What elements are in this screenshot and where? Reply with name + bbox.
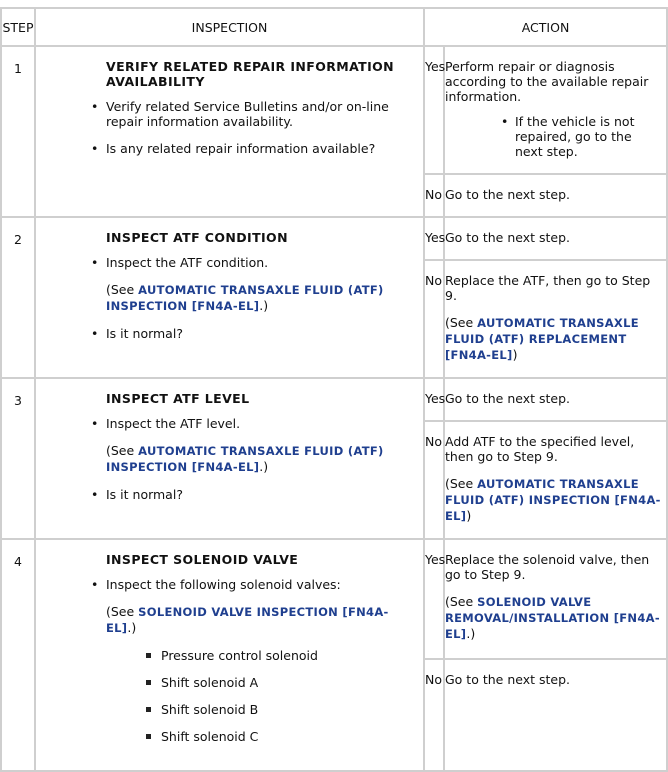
- inspection-title: VERIFY RELATED REPAIR INFORMATION AVAILABILITY: [106, 59, 395, 89]
- table-row: [1, 539, 667, 659]
- list-item: Shift solenoid B: [161, 702, 411, 717]
- list-item: [106, 255, 411, 314]
- bullet-list: [106, 577, 411, 636]
- action-text: Replace the ATF, then go to Step 9.: [445, 273, 651, 303]
- bullet-text: • Inspect the ATF condition.: [106, 255, 269, 270]
- list-item: • Is it normal?: [106, 326, 411, 341]
- action-cell: [444, 421, 667, 539]
- header-inspection: INSPECTION: [35, 8, 424, 46]
- action-text: Go to the next step.: [444, 378, 667, 421]
- bullet-list: [106, 99, 411, 156]
- bullet-list: [106, 255, 411, 341]
- list-item: • Verify related Service Bulletins and/or on-line repair information availability.: [106, 99, 411, 129]
- reference-link[interactable]: AUTOMATIC TRANSAXLE FLUID (ATF) INSPECTION [FN4A-EL]: [106, 444, 384, 474]
- table-row: [1, 217, 667, 260]
- action-cell: [444, 46, 667, 174]
- header-row: [1, 8, 667, 46]
- yes-label: Yes: [424, 217, 444, 260]
- no-label: No: [424, 421, 444, 539]
- reference: (See AUTOMATIC TRANSAXLE FLUID (ATF) INSPECTION [FN4A-EL]): [445, 476, 661, 523]
- header-step: STEP: [1, 8, 35, 46]
- inspection-title: INSPECT SOLENOID VALVE: [106, 552, 299, 567]
- yes-label: Yes: [424, 378, 444, 421]
- no-label: No: [424, 659, 444, 771]
- reference: (See SOLENOID VALVE REMOVAL/INSTALLATION [FN4A-EL].): [445, 594, 660, 641]
- reference-link[interactable]: SOLENOID VALVE REMOVAL/INSTALLATION [FN4A-EL]: [445, 595, 660, 641]
- reference-link[interactable]: AUTOMATIC TRANSAXLE FLUID (ATF) REPLACEMENT [FN4A-EL]: [445, 316, 639, 362]
- inspection-cell: [35, 378, 424, 539]
- action-cell: [444, 539, 667, 659]
- reference: (See SOLENOID VALVE INSPECTION [FN4A-EL].): [106, 604, 389, 635]
- list-item: • Is any related repair information available?: [106, 141, 411, 156]
- bullet-list: [106, 416, 411, 502]
- yes-label: Yes: [424, 539, 444, 659]
- sub-list: [515, 114, 662, 159]
- list-item: • If the vehicle is not repaired, go to the next step.: [515, 114, 662, 159]
- bullet-text: • Inspect the following solenoid valves:: [106, 577, 341, 592]
- reference-link[interactable]: SOLENOID VALVE INSPECTION [FN4A-EL]: [106, 605, 389, 635]
- step-number: 4: [1, 539, 35, 771]
- list-item: Shift solenoid C: [161, 729, 411, 744]
- list-item: [106, 416, 411, 475]
- no-label: No: [424, 174, 444, 217]
- reference: (See AUTOMATIC TRANSAXLE FLUID (ATF) INSPECTION [FN4A-EL].): [106, 443, 384, 474]
- step-number: 2: [1, 217, 35, 378]
- list-item: Shift solenoid A: [161, 675, 411, 690]
- diagnostic-table: [0, 7, 668, 772]
- action-text: Perform repair or diagnosis according to the available repair information.: [445, 59, 649, 104]
- no-label: No: [424, 260, 444, 378]
- inspection-title: INSPECT ATF LEVEL: [106, 391, 250, 406]
- inspection-cell: [35, 46, 424, 217]
- list-item: Pressure control solenoid: [161, 648, 411, 663]
- reference: (See AUTOMATIC TRANSAXLE FLUID (ATF) INSPECTION [FN4A-EL].): [106, 282, 384, 313]
- solenoid-list: [161, 648, 411, 744]
- step-number: 1: [1, 46, 35, 217]
- action-text: Go to the next step.: [444, 174, 667, 217]
- step-number: 3: [1, 378, 35, 539]
- reference: (See AUTOMATIC TRANSAXLE FLUID (ATF) REPLACEMENT [FN4A-EL]): [445, 315, 639, 362]
- list-item: • Is it normal?: [106, 487, 411, 502]
- action-text: Go to the next step.: [444, 659, 667, 771]
- yes-label: Yes: [424, 46, 444, 174]
- table-row: [1, 46, 667, 174]
- inspection-title: INSPECT ATF CONDITION: [106, 230, 288, 245]
- action-text: Go to the next step.: [444, 217, 667, 260]
- bullet-text: • Inspect the ATF level.: [106, 416, 241, 431]
- list-item: [106, 577, 411, 636]
- reference-link[interactable]: AUTOMATIC TRANSAXLE FLUID (ATF) INSPECTION [FN4A-EL]: [106, 283, 384, 313]
- inspection-cell: [35, 217, 424, 378]
- inspection-cell: [35, 539, 424, 771]
- table-row: [1, 378, 667, 421]
- header-action: ACTION: [424, 8, 667, 46]
- action-cell: [444, 260, 667, 378]
- reference-link[interactable]: AUTOMATIC TRANSAXLE FLUID (ATF) INSPECTION [FN4A-EL]: [445, 477, 661, 523]
- action-text: Replace the solenoid valve, then go to Step 9.: [445, 552, 650, 582]
- action-text: Add ATF to the specified level, then go to Step 9.: [445, 434, 635, 464]
